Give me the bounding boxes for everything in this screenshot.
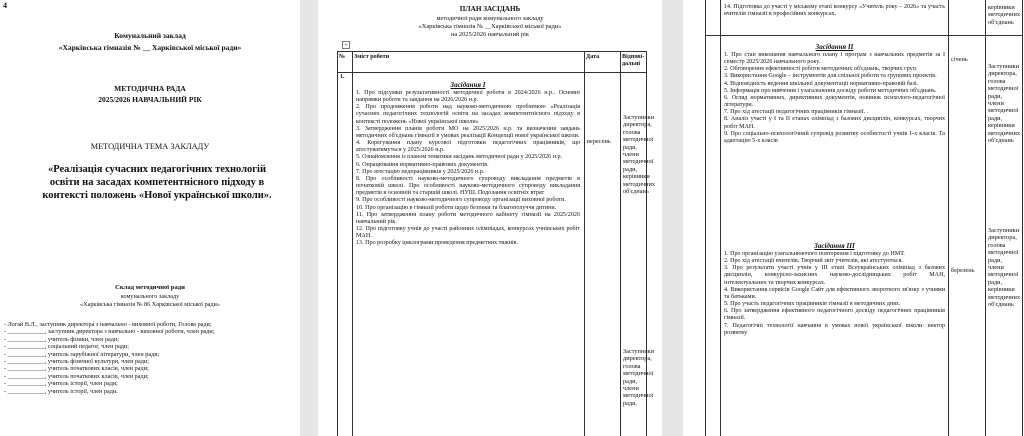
top-responsible-cell: керівники методичних об'єднань bbox=[988, 4, 1021, 26]
responsible-cell-1: Заступники директора, голова методичної ради, члени методичної ради, керівники методичних об'єднань bbox=[623, 114, 656, 196]
theme-text: «Реалізація сучасних педагогічних технологій освіти на засадах компетентнісного підходу в контексті положень «Нової української школи». bbox=[42, 164, 272, 201]
table-move-handle[interactable]: + bbox=[342, 41, 350, 49]
agenda-item: 1. Про підсумки результативності методичної роботи в 2024/2026 н.р.. Основні напрямки роботи та завдання на 2026/2026 н.р. bbox=[356, 90, 580, 104]
agenda-item: 8. Аналіз участі у І та ІІ етапах олімпіад з базових дисциплін, конкурсах, творчих робіт МАН. bbox=[724, 116, 945, 130]
agenda-item: 1. Про організацію узагальнюючого повторення і підготовку до НМТ. bbox=[724, 251, 905, 257]
member-item: - ____________, учитель фізики, член ради; bbox=[4, 335, 119, 343]
member-item: - ____________, учитель історії, член ради. bbox=[4, 387, 118, 395]
plan-subtitle-3: на 2025/2026 навчальний рік bbox=[451, 31, 529, 38]
document-page-1 bbox=[0, 0, 300, 436]
agenda-item: 3. Затвердження планів роботи МО на 2025/2026 н.р. та визначення завдань методичних об'єднань гімназії в умовах реалізації Концепції нової української школи. bbox=[356, 125, 580, 139]
member-item: - ____________, соціальний педагог, член ради; bbox=[4, 343, 129, 351]
composition-sub-2: «Харківська гімназія № 86 Харківської міської ради» bbox=[80, 301, 220, 308]
member-item: - ____________, учитель зарубіжної літератури, член ради; bbox=[4, 350, 160, 358]
agenda-item: 11. Про затвердження плану роботи методичного кабінету гімназії на 2025/2026 навчальний рік. bbox=[356, 211, 580, 225]
agenda-item: 4. Корегування плану курсової підготовки педагогічних працівників, що атестуватимуться у 2025/2026 н.р. bbox=[356, 140, 580, 154]
header-date: Дата bbox=[586, 54, 600, 60]
composition-sub-1: комунального закладу bbox=[120, 293, 180, 300]
section-1-content bbox=[356, 81, 580, 247]
section-3-date: березень bbox=[951, 267, 975, 274]
member-item: - Логай В.Л., заступник директора з навчально - виховної роботи, Голова ради; bbox=[4, 321, 212, 328]
agenda-item: 2. Про хід атестації вчителів. Творчий звіт учителів, які атестуються. bbox=[724, 258, 904, 265]
agenda-item: 7. Про хід атестації педагогічних працівників гімназії. . bbox=[724, 109, 869, 116]
agenda-item: 13. Про розробку циклограми проведення предметних тижнів. bbox=[356, 240, 519, 247]
agenda-item: 8. Про особливості науково-методичного супроводу викладання предметів в початковій школі. Про особливості науково-методичного супроводу викладання предметів в основній та старшій школі. НУШ. Подолання освітніх втрат bbox=[356, 175, 580, 197]
top-item-cell: 14. Підготовка до участі у міському етапі конкурсу «Учитель року – 2026» та участь вчителів гімназії в професійних конкурсах. bbox=[724, 4, 945, 18]
plan-subtitle-2: «Харківська гімназія № __Харківської міської ради» bbox=[418, 23, 562, 30]
agenda-item: 4. Використання сервісів Google Сайт для ефективного зворотного зв'язку з учнями та батьками. bbox=[724, 286, 945, 300]
agenda-item: 5. Інформація про вивчення і узагальнення досвіду роботи методичних об'єднань. bbox=[724, 87, 937, 94]
section-2-content bbox=[724, 43, 945, 145]
member-item: - ____________, заступник директора з навчально - виховної роботи, член ради; bbox=[4, 328, 215, 336]
member-item: - ____________, учитель фізичної культури, член ради; bbox=[4, 358, 149, 366]
section-2-responsible: Заступники директора, голова методичної ради, члени методичної ради, керівники методичних об'єднань bbox=[988, 63, 1021, 145]
agenda-item: 5. Ознайомлення із планом тематики засідань методичної ради у 2025/2026 н.р. bbox=[356, 154, 563, 161]
responsible-cell-2: Заступники директора, голова методичної ради, члени методичної ради, bbox=[623, 348, 655, 407]
agenda-item: 7. Педагогічні технології навчання в умовах нової української школи: вектор розвитку bbox=[724, 322, 945, 336]
header-number: № bbox=[339, 54, 346, 60]
agenda-item: 12. Про підготовку учнів до участі районних олімпіадах, конкурсах учнівських робіт МАН. bbox=[356, 225, 580, 240]
document-page-3 bbox=[683, 0, 1024, 436]
header-responsible: Відпові-дальні bbox=[622, 54, 645, 68]
theme-label: МЕТОДИЧНА ТЕМА ЗАКЛАДУ bbox=[90, 142, 210, 151]
agenda-item: 9. Про особливості науково-методичного супроводу організації виховної роботи. bbox=[356, 197, 566, 204]
document-page-2 bbox=[318, 0, 662, 436]
row-number: 1. bbox=[340, 74, 345, 80]
members-list bbox=[4, 321, 298, 395]
agenda-item: 7. Про атестацію педпрацівників у 2025/2026 н.р. bbox=[356, 168, 485, 175]
member-item: - ____________, учитель початкових класів, член ради; bbox=[4, 365, 149, 373]
agenda-item: 2. Про продовження роботи над науково-методичною проблемою «Реалізація сучасних педагогічних технологій освіти на засадах компетентнісного підходу в контексті положень «Нової української школи» bbox=[356, 104, 580, 125]
agenda-item: 5. Про участь педагогічних працівників гімназії в методичних днях. bbox=[724, 301, 901, 308]
section-2-title: Засідання ІІ bbox=[815, 43, 854, 51]
institution-line-1: Комунальний заклад bbox=[114, 31, 186, 40]
council-year: 2025/2026 НАВЧАЛЬНИЙ РІК bbox=[98, 95, 202, 104]
council-title: МЕТОДИЧНА РАДА bbox=[114, 84, 186, 93]
section-1-title: Засідання І bbox=[450, 81, 486, 89]
plan-table-continued bbox=[705, 0, 1023, 436]
agenda-item: 2. Обговорення ефективності роботи методичних об'єднань, творчих груп. bbox=[724, 66, 918, 73]
agenda-item: 10. Про організацію в гімназії роботи щодо безпеки та благополуччя дитини. bbox=[356, 204, 557, 211]
agenda-item: 9. Про соціально-психологічний супровід розвитку особистості учнів 1-х класів. Та адаптацію 5-х класів bbox=[724, 130, 945, 144]
plan-title: ПЛАН ЗАСІДАНЬ bbox=[459, 5, 521, 13]
corner-mark: 4 bbox=[3, 1, 7, 10]
plan-subtitle-1: методичної ради комунального закладу bbox=[436, 15, 544, 22]
section-3-responsible: Заступники директора, голова методичної ради, члени методичної ради, керівники методичних об'єднань bbox=[988, 227, 1021, 309]
section-3-title: Засідання ІІІ bbox=[814, 242, 855, 250]
date-cell-1: вересень bbox=[587, 138, 611, 145]
agenda-item: 6. Огляд нормативних, директивних документів, новинок психолого-педагогічної літератури. bbox=[724, 94, 945, 109]
member-item: - ____________, учитель історії, член ради; bbox=[4, 380, 118, 388]
agenda-item: 4. Відповідність ведення шкільної документації нормативно-правовій базі. bbox=[724, 80, 919, 87]
section-2-date: січень bbox=[951, 56, 968, 63]
header-content: Зміст роботи bbox=[354, 54, 390, 60]
agenda-item: 6. Про затвердження ефективного педагогічного досвіду педагогічних працівників гімназії. bbox=[724, 308, 945, 322]
agenda-item: 1. Про стан виконання навчального плану і програм з навчальних предметів за І семестр 2025/2026 навчального року. bbox=[724, 52, 945, 66]
agenda-item: 3. Використання Google – інструментів для спільної роботи та групових проектів. bbox=[724, 73, 937, 80]
member-item: - ____________, учитель початкових класів, член ради; bbox=[4, 372, 149, 380]
institution-line-2: «Харківська гімназія № __ Харківської міської ради» bbox=[58, 43, 242, 52]
agenda-item: 6. Опрацювання нормативно-правових документів. bbox=[356, 161, 489, 168]
agenda-item: 3. Про результати участі учнів у ІІІ етапі Всеукраїнських олімпіад з базових дисциплін, конкурсно-захисних науково-дослідницьких робіт МАН, інтелектуальних та творчих конкурсах. bbox=[724, 265, 945, 286]
composition-title: Склад методичної ради bbox=[115, 284, 185, 291]
section-3-content bbox=[724, 242, 945, 337]
plan-table bbox=[337, 51, 656, 436]
